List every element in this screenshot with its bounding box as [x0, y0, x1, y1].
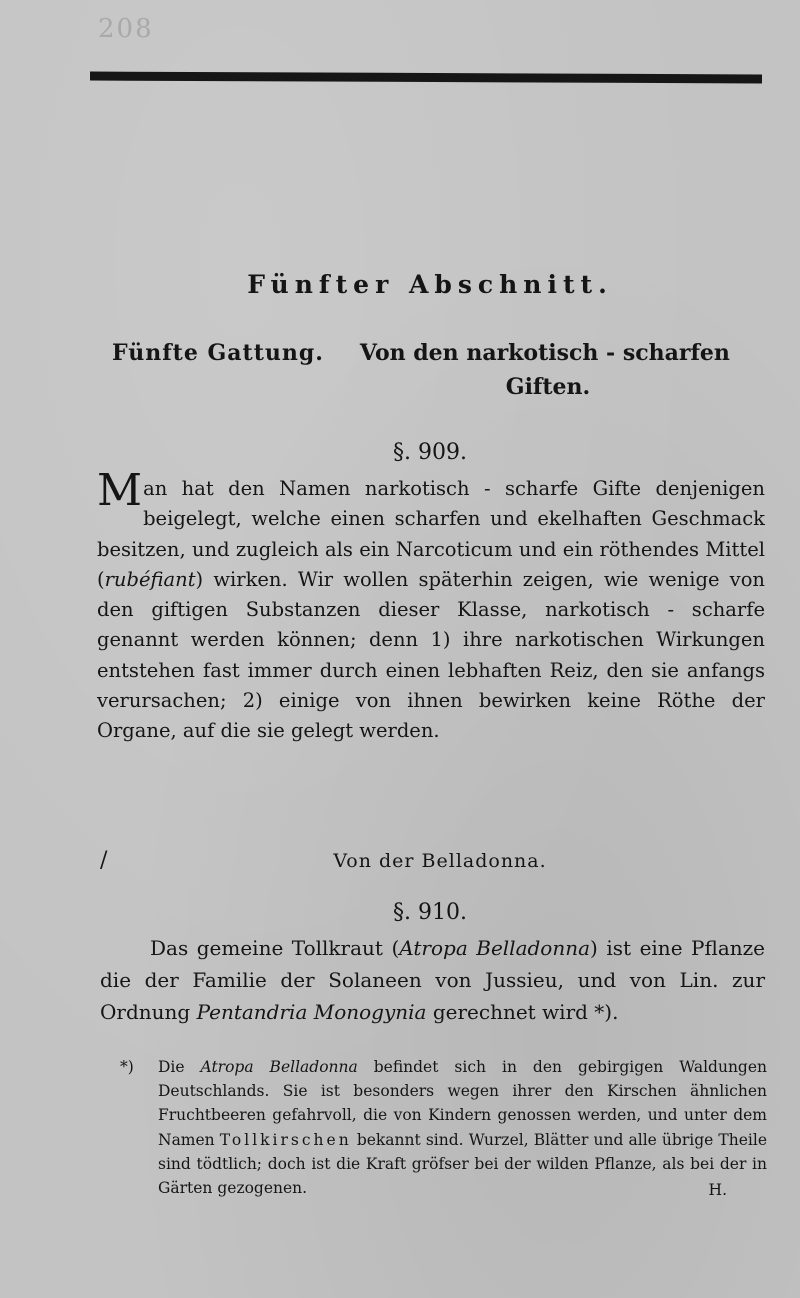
section-910-paragraph — [100, 932, 765, 1028]
footnote-body — [122, 1055, 767, 1200]
header-rule — [90, 72, 762, 84]
footnote-text: bekannt sind. Wurzel, Blätter und alle übrige Theile sind tödtlich; doch ist die Kraft gröfser bei der wilden Pflanze, als bei der in Gärten gezogenen. — [158, 1130, 767, 1198]
chapter-title: Fünfter Abschnitt. — [247, 270, 613, 299]
genus-label: Fünfte Gattung. — [112, 340, 324, 366]
paragraph-text: ) ist eine Pflanze die der Familie der Solaneen von Jussieu, und von Lin. zur Ordnung — [100, 936, 766, 1024]
chapter-subtitle — [112, 336, 764, 404]
page-number: 208 — [98, 14, 154, 44]
section-909-paragraph — [97, 465, 765, 747]
drop-cap: M — [97, 465, 143, 516]
footnote-marker: *) — [120, 1058, 134, 1076]
paragraph-italic: Pentandria Monogynia — [196, 1000, 427, 1024]
footnote-spaced-term: Tollkirschen — [219, 1130, 352, 1149]
paragraph-italic: rubéfiant — [104, 567, 196, 591]
margin-mark: / — [100, 848, 108, 873]
footnote-signature: H. — [708, 1181, 727, 1200]
belladonna-heading: Von der Belladonna. — [333, 850, 547, 872]
footnote — [122, 1055, 767, 1200]
paragraph-text: Das gemeine Tollkraut ( — [150, 936, 400, 960]
paragraph-text: ) wirken. Wir wollen späterhin zeigen, wie wenige von den giftigen Substanzen dieser Klasse, narkotisch - scharfe genannt werden können; denn 1) ihre narkotischen Wirkungen entstehen fast immer durch einen lebhaften Reiz, den sie anfangs verursachen; 2) einige von ihnen bewirken keine Röthe der Organe, auf die sie gelegt werden. — [97, 567, 765, 743]
paragraph-text: an hat den Namen narkotisch - scharfe Gifte denjenigen beigelegt, welche einen scharfen und ekelhaften Geschmack besitzen, und zugleich als ein Narcoticum und ein röthendes Mittel ( — [97, 477, 765, 591]
section-909-label: §. 909. — [393, 440, 467, 465]
footnote-italic: Atropa Belladonna — [200, 1058, 358, 1076]
subtitle-line-1: Von den narkotisch - scharfen — [359, 340, 730, 366]
paragraph-text: gerechnet wird *). — [426, 1000, 619, 1024]
footnote-text: Die — [158, 1058, 201, 1076]
section-910-label: §. 910. — [393, 900, 467, 925]
footnote-text: befindet sich in den gebirgigen Waldungen Deutschlands. Sie ist besonders wegen ihrer den Kirschen ähnlichen Fruchtbeeren gefahrvoll, die von Kindern genossen werden, und unter dem Namen — [158, 1058, 768, 1149]
paragraph-italic: Atropa Belladonna — [399, 936, 591, 960]
subtitle-line-2: Giften. — [505, 374, 591, 400]
